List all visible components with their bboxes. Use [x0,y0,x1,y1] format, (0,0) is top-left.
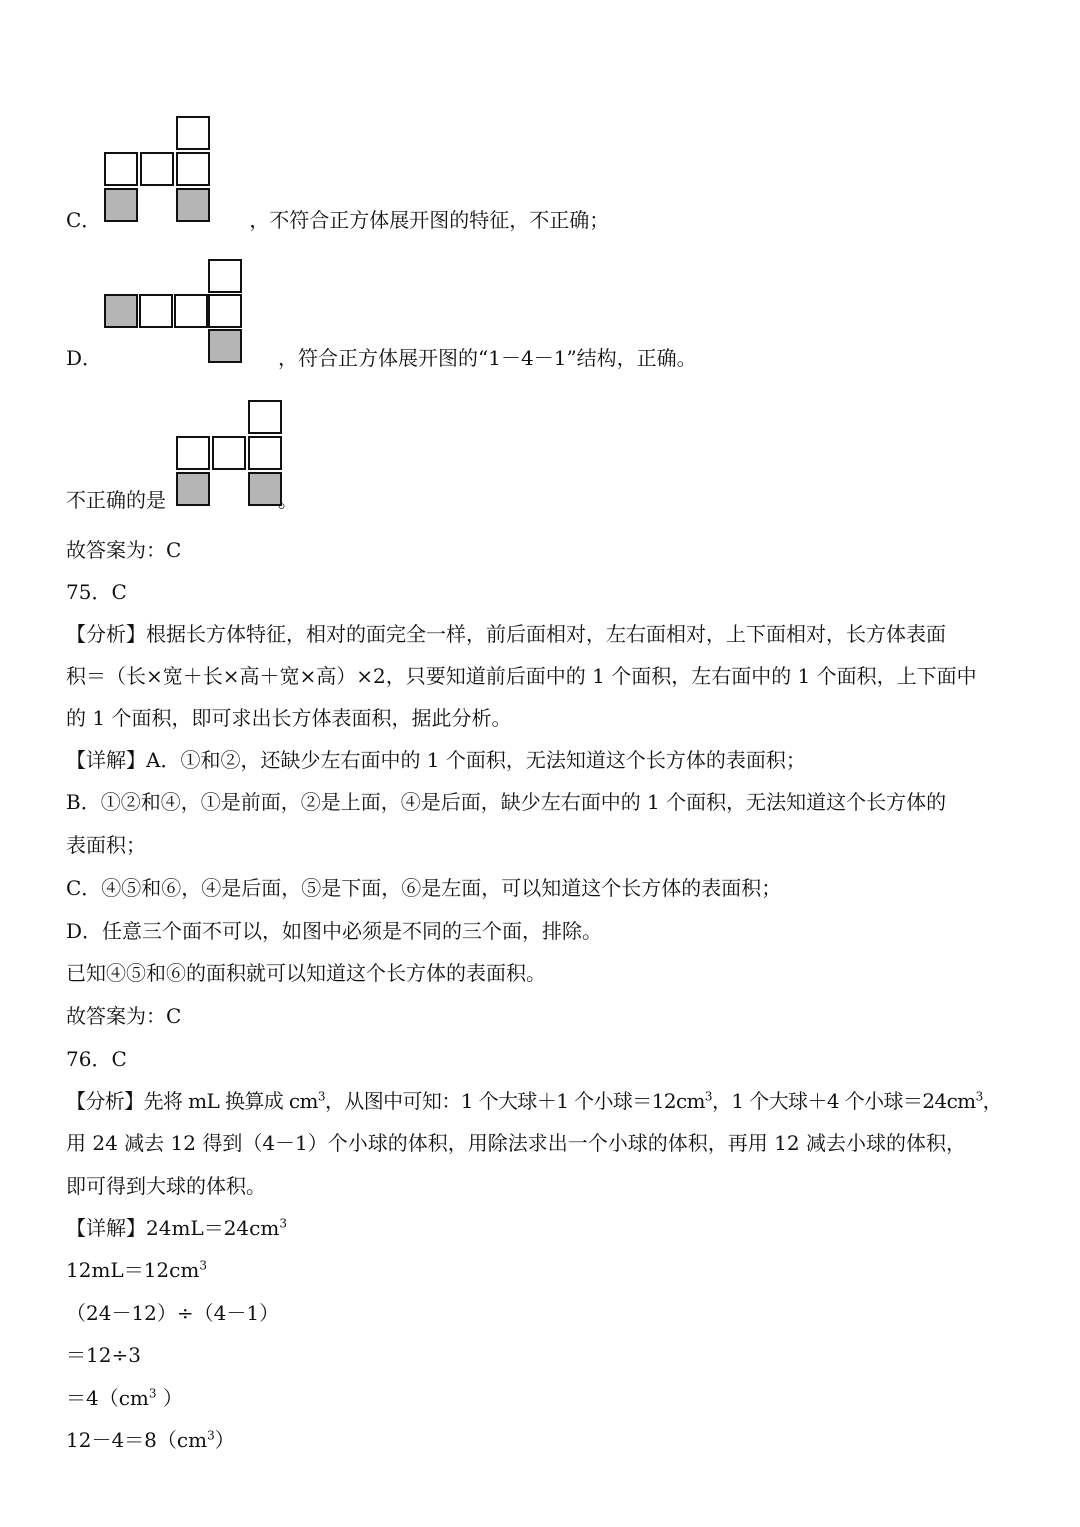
conclusion-row [66,486,298,514]
net-cell [140,152,174,186]
net-cell-shaded [104,294,138,328]
option-d-text: ，符合正方体展开图的“1－4－1”结构，正确。 [278,346,697,370]
net-cell [208,259,242,293]
q75-analysis-line: 【分析】根据长方体特征，相对的面完全一样，前后面相对，左右面相对，上下面相对，长方体表面 [66,622,946,646]
q75-detail-line: B．①②和④，①是前面，②是上面，④是后面，缺少左右面中的 1 个面积，无法知道这个长方体的 [66,790,947,814]
q76-calc: ＝12÷3 [66,1343,141,1367]
net-cell [139,294,173,328]
q76-calc: $=4(cm^3$ ） [66,1386,183,1410]
q75-detail-line: D．任意三个面不可以，如图中必须是不同的三个面，排除。 [66,919,603,943]
q76-calc: $12-4=8(cm^3)$ [66,1428,235,1452]
q75-analysis-line: 的 1 个面积，即可求出长方体表面积，据此分析。 [66,706,512,730]
option-d-row [66,344,697,372]
q75-number: 75．C [66,580,127,604]
q76-analysis-line: 【分析】先将 mL 换算成 $cm^3$，从图中可知：1 个大球＋1 个小球$=12cm^3$，1 个大球＋4 个小球$=24cm^3$， [66,1089,1003,1113]
answer-74: 故答案为：C [66,538,182,562]
q75-answer: 故答案为：C [66,1004,182,1028]
net-cell [104,152,138,186]
net-cell [174,294,208,328]
q75-detail-line: 已知④⑤和⑥的面积就可以知道这个长方体的表面积。 [66,961,546,985]
q76-calc: $12mL=12cm^3$ [66,1258,207,1282]
q76-analysis-line: 用 24 减去 12 得到（4－1）个小球的体积，用除法求出一个小球的体积，再用 12 减去小球的体积， [66,1131,966,1155]
net-cell [212,436,246,470]
option-c-text: ，不符合正方体展开图的特征，不正确； [249,208,610,232]
q76-analysis-line: 即可得到大球的体积。 [66,1174,266,1198]
net-cell [208,294,242,328]
net-cell [176,436,210,470]
q75-detail-line: 表面积； [66,833,146,857]
conclusion-prefix: 不正确的是 [66,488,166,512]
q76-calc: （24－12）÷（4－1） [66,1301,280,1325]
q76-number: 76．C [66,1047,127,1071]
option-c-label: C． [66,208,102,232]
q76-detail: 【详解】$24mL=24cm^3$ [66,1216,287,1240]
option-c-row [66,206,609,234]
q75-analysis-line: 积＝（长×宽＋长×高＋宽×高）×2，只要知道前后面中的 1 个面积，左右面中的 1 个面积，上下面中 [66,664,977,688]
q75-detail-line: C．④⑤和⑥，④是后面，⑤是下面，⑥是左面，可以知道这个长方体的表面积； [66,876,782,900]
option-d-label: D． [66,346,103,370]
net-cell [248,436,282,470]
net-cell [176,152,210,186]
net-cell [248,400,282,434]
q75-detail-line: 【详解】A．①和②，还缺少左右面中的 1 个面积，无法知道这个长方体的表面积； [66,748,806,772]
net-cell [176,116,210,150]
conclusion-suffix: 。 [278,488,298,512]
